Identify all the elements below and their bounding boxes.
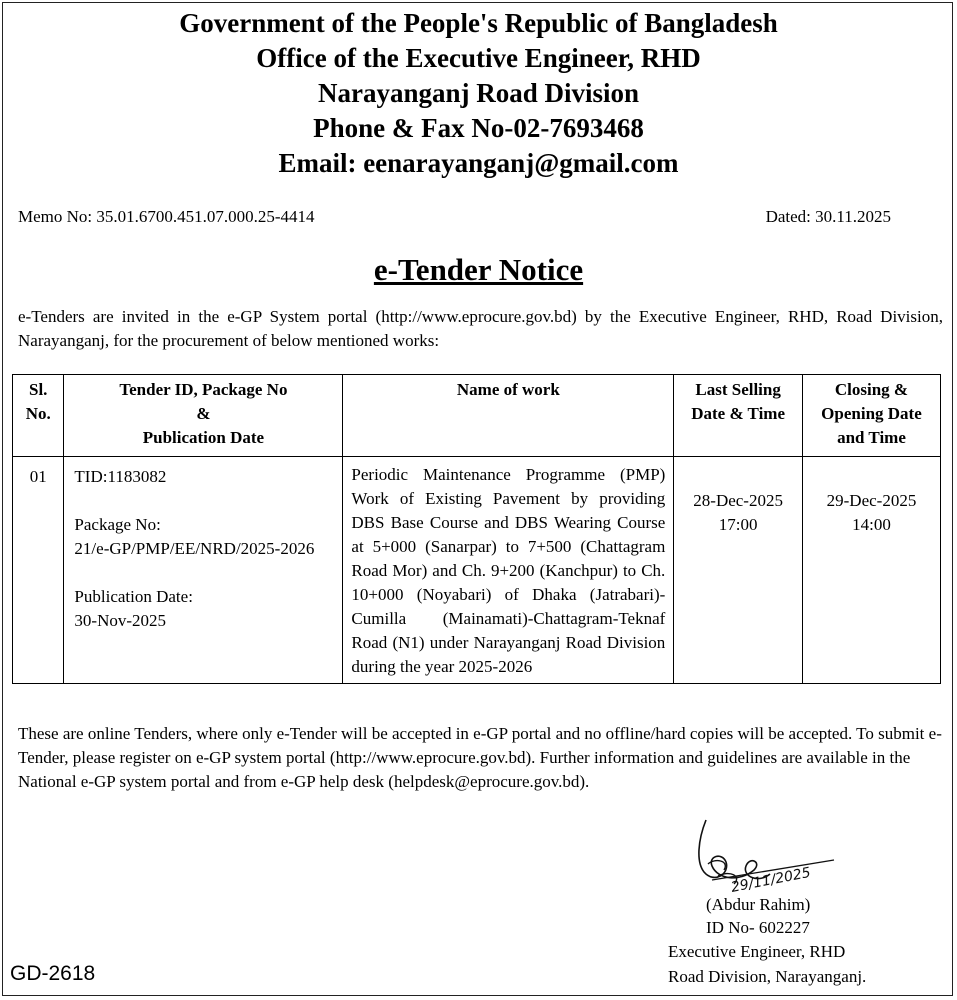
cell-closing-opening <box>802 457 940 684</box>
signature-date: 29/11/2025 <box>729 864 812 896</box>
header-office: Office of the Executive Engineer, RHD <box>256 43 701 73</box>
header-last-selling <box>674 375 803 457</box>
publication-value: 30-Nov-2025 <box>74 611 167 630</box>
header-division: Narayanganj Road Division <box>317 78 640 108</box>
tender-id: TID:1183082 <box>74 467 167 486</box>
header-sl <box>13 375 64 457</box>
header-sl-line2: No. <box>25 404 51 423</box>
header-government: Government of the People's Republic of Bangladesh <box>179 8 778 38</box>
closing-time: 14:00 <box>852 515 891 534</box>
header-tender-line1: Tender ID, Package No <box>119 380 288 399</box>
last-selling-date: 28-Dec-2025 <box>693 491 783 510</box>
cell-sl: 01 <box>13 457 64 684</box>
cell-work-name: Periodic Maintenance Programme (PMP) Work of Existing Pavement by providing DBS Base Course and DBS Wearing Course at 5+000 (Sanarpar) to 7+500 (Chattagram Road Mor) and Ch. 9+200 (Kanchpur) to Ch. 10+000 (Noyabari) of Dhaka (Jatrabari)-Cumilla (Mainamati)-Chattagram-Teknaf Road (N1) under Narayanganj Road Division during the year 2025-2026 <box>343 457 674 684</box>
header-last-line2: Date & Time <box>691 404 786 423</box>
cell-last-selling <box>674 457 803 684</box>
signatory-office: Road Division, Narayanganj. <box>668 967 867 986</box>
signatory-designation: Executive Engineer, RHD <box>668 942 846 961</box>
header-tender-line2: & <box>196 404 211 423</box>
header-email: Email: eenarayanganj@gmail.com <box>278 148 679 178</box>
header-close-line1: Closing & <box>834 380 909 399</box>
header-work-label: Name of work <box>456 380 560 399</box>
table-row <box>13 457 941 684</box>
package-label: Package No: <box>74 515 161 534</box>
header-close-line2: Opening Date <box>821 404 922 423</box>
publication-label: Publication Date: <box>74 587 193 606</box>
signatory-name: (Abdur Rahim) <box>706 895 811 914</box>
intro-paragraph: e-Tenders are invited in the e-GP System portal (http://www.eprocure.gov.bd) by the Executive Engineer, RHD, Road Division, Narayanganj, for the procurement of below mentioned works: <box>18 307 943 350</box>
notice-title: e-Tender Notice <box>373 252 584 287</box>
header-closing-opening <box>802 375 940 457</box>
header-tender-line3: Publication Date <box>142 428 265 447</box>
cell-tender-info <box>64 457 343 684</box>
header-tender-id <box>64 375 343 457</box>
header-phone-fax: Phone & Fax No-02-7693468 <box>313 113 644 143</box>
memo-date: Dated: 30.11.2025 <box>765 207 891 226</box>
footer-paragraph: These are online Tenders, where only e-Tender will be accepted in e-GP portal and no offline/hard copies will be accepted. To submit e-Tender, please register on e-GP system portal (http://www.eprocure.gov.bd). Further information and guidelines are available in the National e-GP system portal and from e-GP help desk (helpdesk@eprocure.gov.bd). <box>18 724 942 791</box>
header-sl-line1: Sl. <box>28 380 48 399</box>
header-work <box>343 375 674 457</box>
header-close-line3: and Time <box>837 428 906 447</box>
signatory-id: ID No- 602227 <box>706 918 810 937</box>
tender-table <box>12 374 941 684</box>
header-last-line1: Last Selling <box>695 380 781 399</box>
last-selling-time: 17:00 <box>718 515 758 534</box>
signature-stroke <box>699 820 770 879</box>
table-header-row <box>13 375 941 457</box>
memo-number: Memo No: 35.01.6700.451.07.000.25-4414 <box>18 207 315 226</box>
closing-date: 29-Dec-2025 <box>826 491 917 510</box>
document-code: GD-2618 <box>10 962 96 985</box>
package-value: 21/e-GP/PMP/EE/NRD/2025-2026 <box>74 539 315 558</box>
